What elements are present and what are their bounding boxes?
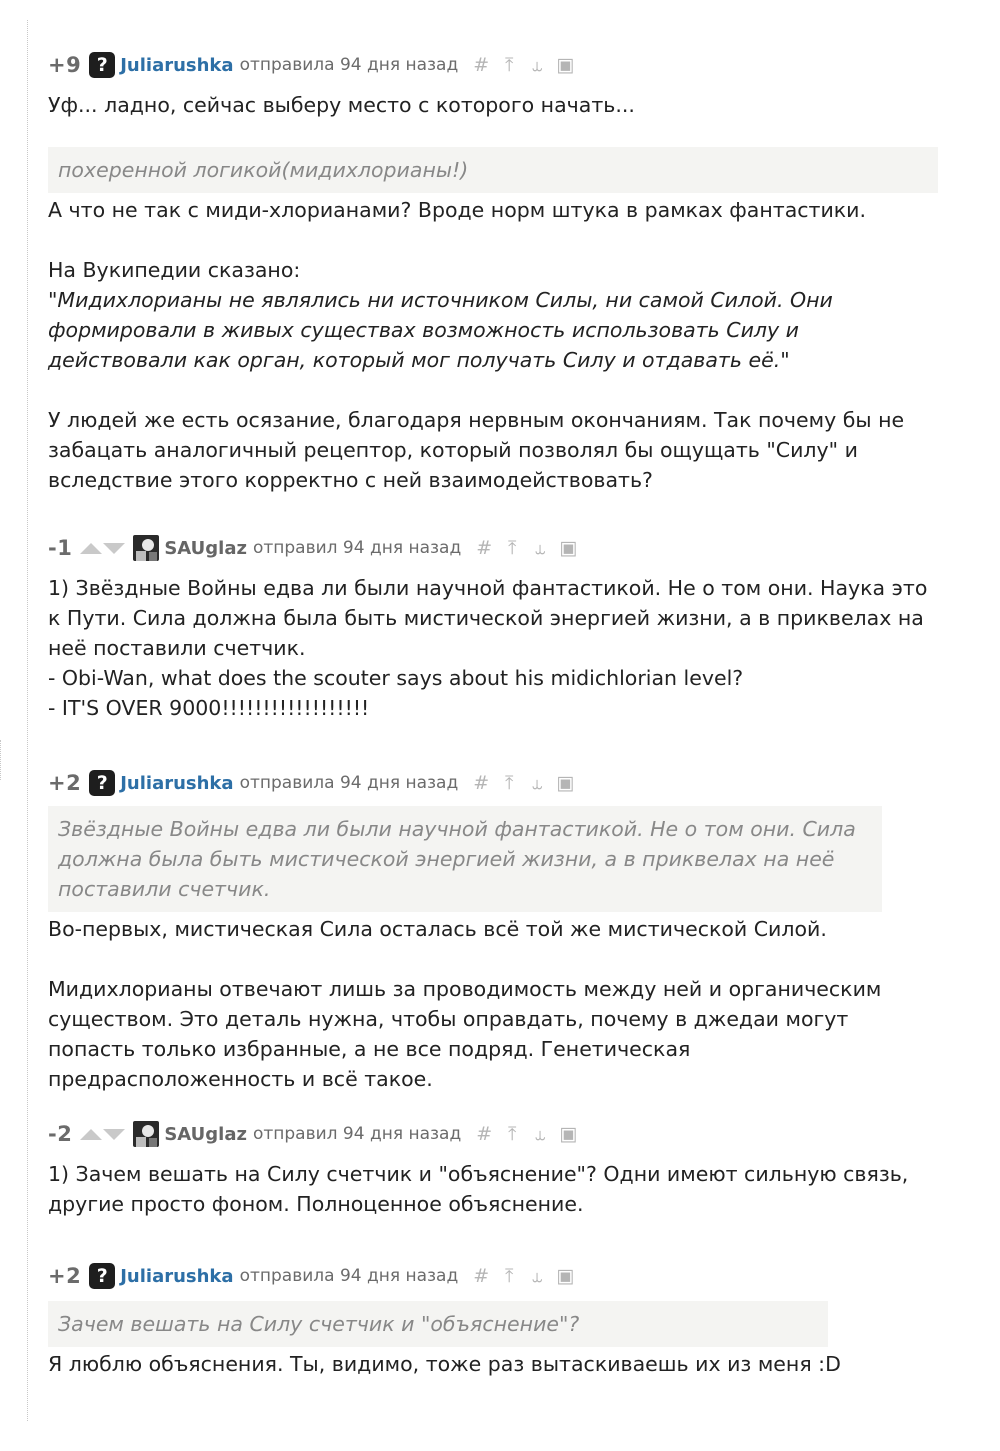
comment-header [48,533,938,563]
upvote-icon[interactable] [80,543,102,554]
downvote-icon[interactable] [103,543,125,554]
comment-meta: отправил 94 дня назад [252,1124,462,1144]
save-icon[interactable]: ▣ [556,1265,575,1287]
hash-icon[interactable]: # [473,1265,490,1287]
comment-header [48,1261,938,1291]
comment-meta: отправил 94 дня назад [252,538,462,558]
author-link[interactable]: SAUglaz [164,1123,247,1145]
comment-header [48,1119,938,1149]
vote-buttons [80,1129,125,1140]
hash-icon[interactable]: # [473,54,490,76]
avatar[interactable] [133,535,159,561]
comment-score: +2 [48,771,82,795]
save-icon[interactable]: ▣ [556,54,575,76]
pin-icon[interactable]: ⤒ [508,537,517,559]
comment-meta: отправила 94 дня назад [239,1266,459,1286]
avatar[interactable]: ? [89,1263,115,1289]
comment [48,1261,938,1379]
thread-icon[interactable]: ⥿ [531,1265,543,1287]
pin-icon[interactable]: ⤒ [505,772,514,794]
comment-text: На Вукипедии сказано: [48,258,301,282]
comment-quote: похеренной логикой(мидихлорианы!) [48,147,938,193]
comment-quote: Зачем вешать на Силу счетчик и "объяснение"? [48,1301,828,1347]
comment-quote: Звёздные Войны едва ли были научной фантастикой. Не о том они. Сила должна была быть мистической энергией жизни, а в приквелах на неё поставили счетчик. [48,806,882,912]
pin-icon[interactable]: ⤒ [508,1123,517,1145]
comment-score: -2 [48,1122,73,1146]
comment-body: 1) Зачем вешать на Силу счетчик и "объяснение"? Одни имеют сильную связь, другие просто фоном. Полноценное объяснение. [48,1162,915,1216]
avatar[interactable]: ? [89,52,115,78]
comment-meta: отправила 94 дня назад [239,55,459,75]
comment-text: У людей же есть осязание, благодаря нервным окончаниям. Так почему бы не забацать аналогичный рецептор, который позволял бы ощущать "Силу" и вследствие этого корректно с ней взаимодействовать? [48,408,911,492]
comment-body: Во-первых, мистическая Сила осталась всё той же мистической Силой. Мидихлорианы отвечают лишь за проводимость между ней и органическим существом. Это деталь нужна, чтобы оправдать, почему в джедаи могут попасть только избранные, а не все подряд. Генетическая предрасположенность и всё такое. [48,917,882,1091]
downvote-icon[interactable] [103,1129,125,1140]
comment-text: А что не так с миди-хлорианами? Вроде норм штука в рамках фантастики. [48,198,867,222]
pin-icon[interactable]: ⤒ [505,1265,514,1287]
comment [48,50,938,495]
author-link[interactable]: Juliarushka [120,772,234,794]
hash-icon[interactable]: # [476,537,493,559]
comment-header [48,768,938,798]
comment [48,768,938,1094]
save-icon[interactable]: ▣ [559,537,578,559]
avatar[interactable]: ? [89,770,115,796]
thread-icon[interactable]: ⥿ [531,772,543,794]
author-link[interactable]: Juliarushka [120,1265,234,1287]
avatar[interactable] [133,1121,159,1147]
author-link[interactable]: Juliarushka [120,54,234,76]
thread-line [0,740,1,780]
comment-score: +9 [48,53,82,77]
thread-icon[interactable]: ⥿ [534,537,546,559]
thread-icon[interactable]: ⥿ [534,1123,546,1145]
pin-icon[interactable]: ⤒ [505,54,514,76]
comment-score: -1 [48,536,73,560]
vote-buttons [80,543,125,554]
save-icon[interactable]: ▣ [559,1123,578,1145]
comment-meta: отправила 94 дня назад [239,773,459,793]
thread-icon[interactable]: ⥿ [531,54,543,76]
thread-line [27,20,28,1421]
save-icon[interactable]: ▣ [556,772,575,794]
comment-body: Уф... ладно, сейчас выберу место с которого начать... [48,93,635,117]
comment-body: Я люблю объяснения. Ты, видимо, тоже раз вытаскиваешь их из меня :D [48,1352,841,1376]
author-link[interactable]: SAUglaz [164,537,247,559]
comment-header [48,50,938,80]
wiki-quote: "Мидихлорианы не являлись ни источником Силы, ни самой Силой. Они формировали в живых существах возможность использовать Силу и действовали как орган, который мог получать Силу и отдавать её." [48,288,840,372]
comment [48,533,938,723]
hash-icon[interactable]: # [476,1123,493,1145]
upvote-icon[interactable] [80,1129,102,1140]
comment-body: 1) Звёздные Войны едва ли были научной фантастикой. Не о том они. Наука это к Пути. Сила должна была быть мистической энергией жизни, а в приквелах на неё поставили счетчик. - Obi-Wan, what does the scouter says about his midichlorian level? - IT'S OVER 9000!!!!!!!!!!!!!!!!!! [48,576,928,720]
hash-icon[interactable]: # [473,772,490,794]
comment-score: +2 [48,1264,82,1288]
comment [48,1119,938,1219]
